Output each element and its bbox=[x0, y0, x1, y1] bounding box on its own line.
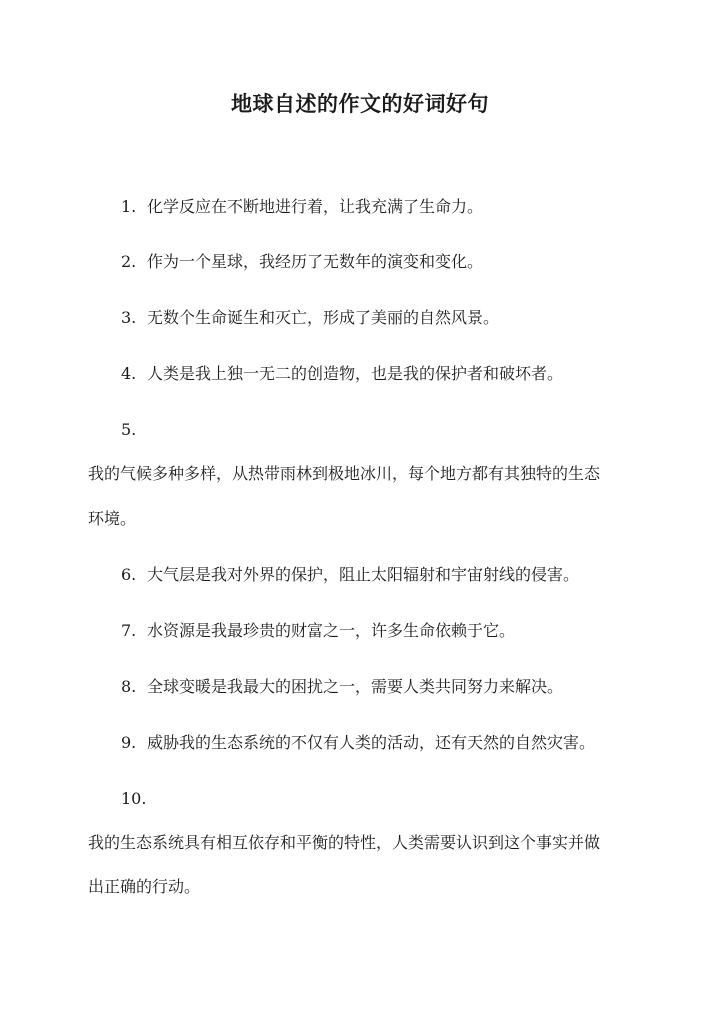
list-item-number: 1. bbox=[121, 197, 137, 216]
list-item-number: 4. bbox=[121, 364, 137, 383]
list-item-text: 无数个生命诞生和灭亡，形成了美丽的自然风景。 bbox=[147, 308, 500, 327]
list-item bbox=[121, 196, 483, 218]
list-item-number: 5. bbox=[121, 420, 137, 439]
list-item bbox=[121, 251, 483, 273]
list-item-text: 作为一个星球，我经历了无数年的演变和变化。 bbox=[147, 252, 484, 271]
list-item bbox=[121, 564, 579, 586]
list-item-number: 2. bbox=[121, 252, 137, 271]
list-item-number-only bbox=[121, 788, 146, 810]
list-item bbox=[121, 732, 595, 754]
list-item-number: 9. bbox=[121, 733, 137, 752]
list-item-number: 10. bbox=[121, 789, 147, 808]
list-item bbox=[121, 307, 499, 329]
list-item-text-line: 出正确的行动。 bbox=[88, 877, 201, 896]
list-item-text: 全球变暖是我最大的困扰之一，需要人类共同努力来解决。 bbox=[147, 677, 564, 696]
list-item bbox=[121, 620, 515, 642]
list-item bbox=[121, 363, 563, 385]
list-item-text: 人类是我上独一无二的创造物，也是我的保护者和破坏者。 bbox=[147, 364, 564, 383]
list-item-number: 8. bbox=[121, 677, 137, 696]
list-item-text: 化学反应在不断地进行着，让我充满了生命力。 bbox=[147, 197, 484, 216]
list-item-text: 大气层是我对外界的保护，阻止太阳辐射和宇宙射线的侵害。 bbox=[147, 565, 580, 584]
list-item-text-line: 我的生态系统具有相互依存和平衡的特性，人类需要认识到这个事实并做 bbox=[88, 833, 601, 852]
list-item-text-line: 我的气候多种多样，从热带雨林到极地冰川，每个地方都有其独特的生态 bbox=[88, 464, 601, 483]
list-item-number-only bbox=[121, 419, 136, 441]
list-item-number: 6. bbox=[121, 565, 137, 584]
list-item-number: 3. bbox=[121, 308, 137, 327]
list-item-text: 威胁我的生态系统的不仅有人类的活动，还有天然的自然灾害。 bbox=[147, 733, 596, 752]
document-title: 地球自述的作文的好词好句 bbox=[231, 91, 489, 116]
list-item-number: 7. bbox=[121, 621, 137, 640]
list-item-text: 水资源是我最珍贵的财富之一，许多生命依赖于它。 bbox=[147, 621, 516, 640]
list-item-text-line: 环境。 bbox=[88, 509, 137, 528]
list-item bbox=[121, 676, 563, 698]
